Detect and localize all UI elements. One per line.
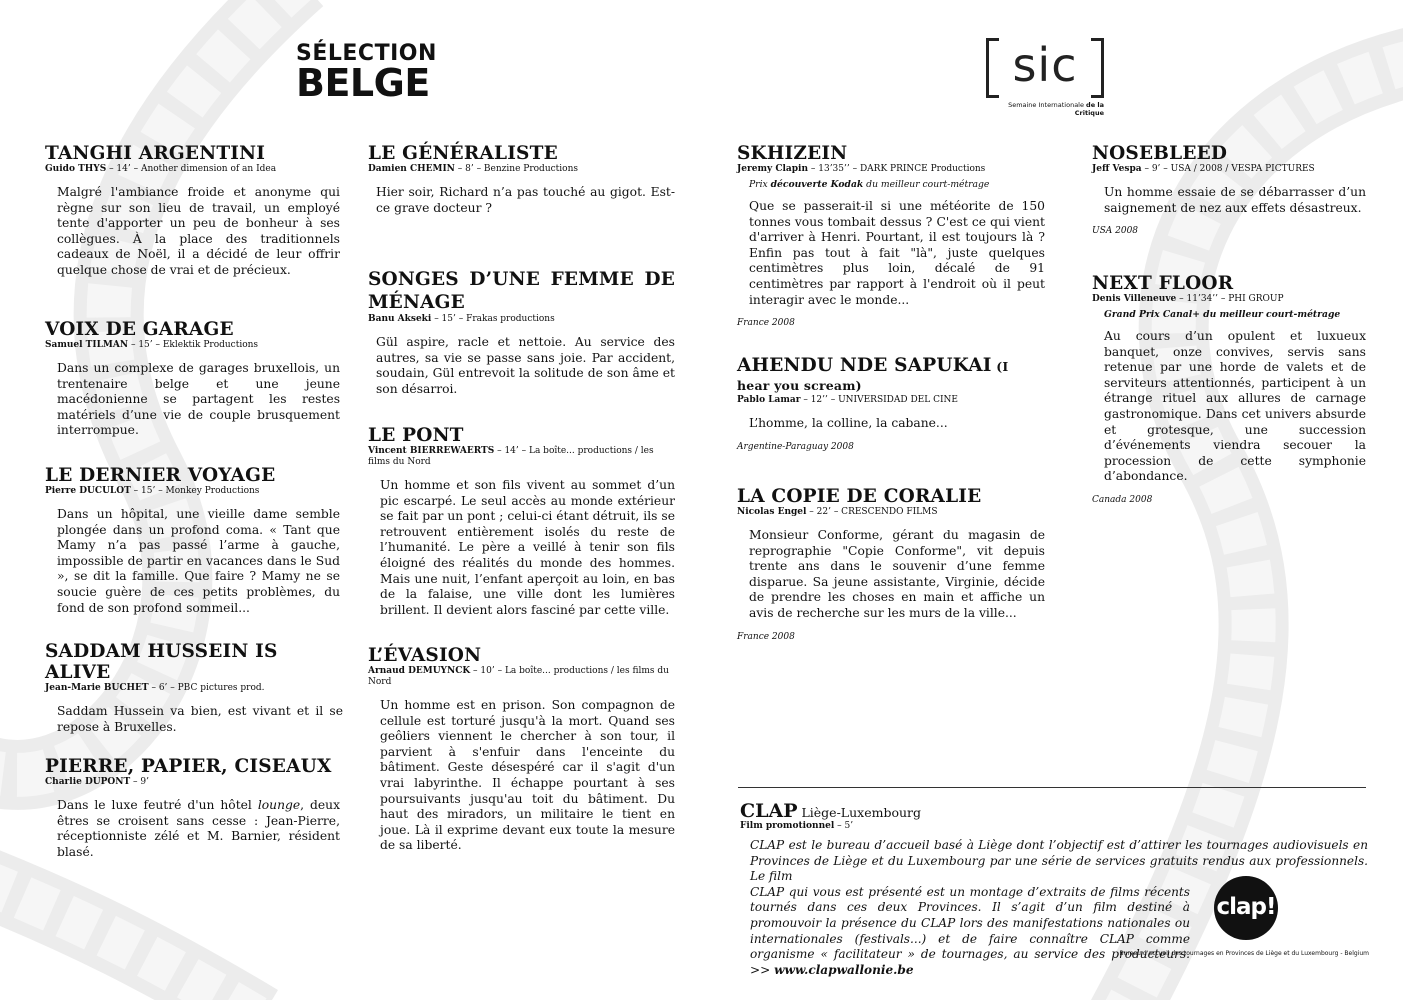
film-origin: Argentine-Paraguay 2008 [737, 441, 854, 452]
film-origin: USA 2008 [1092, 226, 1139, 237]
film-synopsis: Malgré l'ambiance froide et anonyme qui règne sur son lieu de travail, un employé tente d'apporter un peu de bonheur à ses collègues. À la place des traditionnels cadeaux de Noël, il a décidé de leur offrir quelque chose de vrai et de précieux. [57, 185, 340, 277]
film-award: Grand Prix Canal+ du meilleur court-métrage [1104, 309, 1341, 320]
film-synopsis: Un homme essaie de se débarrasser d’un saignement de nez aux effets désastreux. [1104, 185, 1366, 215]
film-credit: Jean-Marie BUCHET – 6’ – PBC pictures prod. [45, 683, 265, 693]
film-credit: Guido THYS – 14’ – Another dimension of an Idea [45, 164, 277, 174]
film-synopsis: Saddam Hussein va bien, est vivant et il se repose à Bruxelles. [57, 704, 343, 734]
film-synopsis: Hier soir, Richard n’a pas touché au gigot. Est-ce grave docteur ? [376, 185, 675, 215]
film-entry-le-dernier-voyage [45, 465, 340, 616]
film-title: L’ÉVASION [368, 645, 482, 666]
film-credit: Charlie DUPONT – 9’ [45, 777, 149, 787]
film-entry-ahendu-nde-sapukai [737, 357, 1045, 452]
film-synopsis: Dans un complexe de garages bruxellois, un trentenaire belge et une jeune macédonienne se partagent les restes matériels d’une vie de couple brusquement interrompue. [57, 361, 340, 438]
section-divider [738, 787, 1366, 788]
film-credit: Nicolas Engel – 22’ – CRESCENDO FILMS [737, 507, 938, 517]
clap-logo-caption: Bureau d'accueil des tournages en Provinces de Liège et du Luxembourg - Belgium [1119, 950, 1369, 957]
clap-description: CLAP est le bureau d’accueil basé à Liège dont l’objectif est d’attirer les tournages audiovisuels en Provinces de Liège et du Luxembourg par une série de services gratuits rendus aux professionnels. Le film CLAP qui vous est présenté est un montage d’extraits de films récents tournés dans ces deux Provinces. Il s’agit d’un film destiné à promouvoir la présence du CLAP lors des manifestations nationales ou internationales (festivals...) et de faire connaître CLAP comme organisme « facilitateur » de tournages, au service des producteurs. >> www.clapwallonie.be [750, 838, 1368, 977]
film-credit: Jeremy Clapin – 13’35’’ – DARK PRINCE Productions [737, 164, 986, 174]
film-entry-tanghi-argentini [45, 143, 340, 279]
film-origin: France 2008 [737, 631, 795, 642]
film-entry-next-floor [1092, 273, 1366, 505]
film-title: LA COPIE DE CORALIE [737, 486, 982, 507]
film-synopsis: Au cours d’un opulent et luxueux banquet, onze convives, servis sans retenue par une horde de valets et de serviteurs attentionnés, participent à un étrange rituel aux allures de carnage gastronomique. Dans cet univers absurde et grotesque, une succession d’événements viendra secouer la procession de cette symphonie d’abondance. [1104, 329, 1366, 484]
film-title: VOIX DE GARAGE [45, 319, 234, 340]
sic-logo-mark: sic [986, 38, 1104, 98]
clap-title: CLAP Liège-Luxembourg [740, 800, 922, 822]
film-title: TANGHI ARGENTINI [45, 143, 266, 164]
film-synopsis: Dans le luxe feutré d'un hôtel lounge, deux êtres se croisent sans cesse : Jean-Pierre, réceptionniste zélé et M. Barnier, résident blasé. [57, 798, 341, 859]
film-entry-l-evasion [368, 645, 675, 854]
film-title: LE PONT [368, 425, 464, 446]
film-credit: Jeff Vespa – 9’ – USA / 2008 / VESPA PICTURES [1092, 164, 1315, 174]
sic-logo-subtitle: Semaine Internationale de la Critique [1008, 101, 1104, 117]
film-title: SONGES D’UNE FEMME DE MÉNAGE [368, 269, 675, 313]
film-synopsis: Gül aspire, racle et nettoie. Au service des autres, sa vie se passe sans joie. Par accident, soudain, Gül entrevoit la solitude de son âme et son désarroi. [376, 335, 675, 396]
film-synopsis: L’homme, la colline, la cabane... [749, 416, 948, 430]
film-synopsis: Que se passerait-il si une météorite de 150 tonnes vous tombait dessus ? C'est ce qui vient d'arriver à Henri. Pourtant, il est toujours là ? Enfin pas tout à fait "là", juste quelques centimètres plus loin, décalé de 91 centimètres par rapport à l'endroit où il peut interagir avec le monde... [749, 199, 1045, 307]
header-line-2: BELGE [296, 60, 430, 105]
film-credit: Vincent BIERREWAERTS – 14’ – La boîte... productions / les films du Nord [368, 446, 654, 467]
film-credit: Damien CHEMIN – 8’ – Benzine Productions [368, 164, 578, 174]
film-entry-skhizein [737, 143, 1045, 328]
film-title: AHENDU NDE SAPUKAI (I hear you scream) [737, 355, 1009, 393]
film-entry-songes-femme-de-menage [368, 268, 675, 397]
film-title: SKHIZEIN [737, 143, 848, 164]
film-credit: Arnaud DEMUYNCK – 10’ – La boîte... productions / les films du Nord [368, 666, 669, 687]
header-line-1: SÉLECTION [296, 41, 437, 66]
film-synopsis: Dans un hôpital, une vieille dame semble plongée dans un profond coma. « Tant que Mamy n’a pas passé l’arme à gauche, impossible de partir en vacances dans le Sud », se dit la famille. Que faire ? Mamy ne se soucie guère de ces petits problèmes, du fond de son profond sommeil... [57, 507, 340, 615]
film-title: LE GÉNÉRALISTE [368, 143, 558, 164]
film-entry-pierre-papier-ciseaux [45, 756, 340, 860]
film-title: PIERRE, PAPIER, CISEAUX [45, 756, 332, 777]
film-credit: Denis Villeneuve – 11’34’’ – PHI GROUP [1092, 294, 1284, 304]
clap-logo: clap! [1214, 876, 1278, 940]
film-entry-saddam-hussein-is-alive [45, 641, 343, 735]
film-synopsis: Un homme et son fils vivent au sommet d’un pic escarpé. Le seul accès au monde extérieur se fait par un pont ; celui-ci étant détruit, ils se retrouvent entièrement isolés du reste de l’humanité. Le père a veillé à tenir son fils éloigné des réalités du monde des hommes. Mais une nuit, l’enfant aperçoit au loin, en bas de la falaise, une ville dont les lumières brillent. Il devient alors fasciné par cette ville. [380, 478, 675, 617]
film-entry-le-generaliste [368, 143, 675, 216]
selection-belge-header [296, 41, 437, 105]
film-entry-la-copie-de-coralie [737, 486, 1045, 642]
film-award: Prix découverte Kodak du meilleur court-métrage [749, 179, 990, 190]
film-credit: Samuel TILMAN – 15’ – Eklektik Productions [45, 340, 259, 350]
film-credit: Pierre DUCULOT – 15’ – Monkey Productions [45, 486, 260, 496]
film-entry-le-pont [368, 425, 675, 618]
film-credit: Pablo Lamar – 12’’ – UNIVERSIDAD DEL CINE [737, 395, 958, 405]
sic-logo [986, 38, 1104, 117]
film-entry-voix-de-garage [45, 319, 340, 439]
film-origin: France 2008 [737, 318, 795, 329]
film-origin: Canada 2008 [1092, 494, 1153, 505]
clap-credit: Film promotionnel – 5’ [740, 821, 854, 831]
film-entry-nosebleed [1092, 143, 1366, 236]
film-title: NEXT FLOOR [1092, 273, 1234, 294]
film-title: SADDAM HUSSEIN IS ALIVE [45, 641, 278, 683]
film-title: LE DERNIER VOYAGE [45, 465, 276, 486]
clap-website-link[interactable]: www.clapwallonie.be [774, 962, 914, 977]
film-synopsis: Un homme est en prison. Son compagnon de cellule est torturé jusqu'à la mort. Quand ses geôliers viennent le chercher à son tour, il parvient à s'enfuir dans l'enceinte du bâtiment. Geste désespéré car il s'agit d'un vrai labyrinthe. Il échappe pourtant à ses poursuivants jusqu'au toit du bâtiment. Du haut des miradors, un militaire le tient en joue. Là il exprime devant eux toute la mesure de sa liberté. [380, 698, 675, 853]
film-credit: Banu Akseki – 15’ – Frakas productions [368, 314, 555, 324]
film-synopsis: Monsieur Conforme, gérant du magasin de reprographie "Copie Conforme", vit depuis trente ans dans le souvenir d’une femme disparue. Sa jeune assistante, Virginie, décide de prendre les choses en main et affiche un avis de recherche sur les murs de la ville... [749, 528, 1045, 620]
film-title: NOSEBLEED [1092, 143, 1228, 164]
